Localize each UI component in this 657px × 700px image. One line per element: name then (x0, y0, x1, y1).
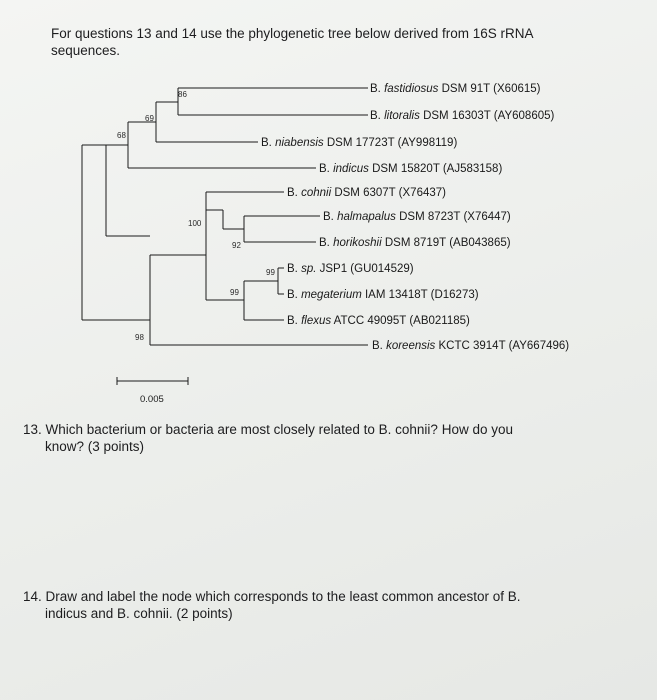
scale-bar-label: 0.005 (140, 394, 164, 405)
bootstrap-99a: 99 (266, 268, 275, 277)
taxon-flexus: B. flexus ATCC 49095T (AB021185) (287, 315, 470, 327)
taxon-koreensis: B. koreensis KCTC 3914T (AY667496) (372, 340, 570, 352)
bootstrap-86: 86 (178, 90, 187, 99)
question-14-line-2: indicus and B. cohnii. (2 points) (45, 606, 233, 621)
question-14 (23, 588, 623, 622)
taxon-fastidiosus: B. fastidiosus DSM 91T (X60615) (370, 83, 541, 95)
taxon-jsp1: B. sp. JSP1 (GU014529) (287, 263, 414, 275)
question-13-line-2: know? (3 points) (45, 439, 145, 454)
bootstrap-69: 69 (145, 114, 154, 123)
bootstrap-99b: 99 (230, 288, 239, 297)
bootstrap-68: 68 (117, 131, 126, 140)
bootstrap-92: 92 (232, 241, 241, 250)
taxon-cohnii: B. cohnii DSM 6307T (X76437) (287, 187, 446, 199)
question-13 (23, 421, 623, 455)
bootstrap-100: 100 (188, 219, 202, 228)
taxon-indicus: B. indicus DSM 15820T (AJ583158) (319, 163, 503, 175)
instructions-line-2: sequences. (51, 43, 121, 58)
taxon-horikoshii: B. horikoshii DSM 8719T (AB043865) (319, 237, 511, 249)
instructions-line-1: For questions 13 and 14 use the phylogenetic tree below derived from 16S rRNA (51, 26, 534, 41)
taxon-halmapalus: B. halmapalus DSM 8723T (X76447) (323, 211, 511, 223)
taxon-niabensis: B. niabensis DSM 17723T (AY998119) (261, 137, 458, 149)
taxon-litoralis: B. litoralis DSM 16303T (AY608605) (370, 110, 555, 122)
question-13-line-1: 13. Which bacterium or bacteria are most closely related to B. cohnii? How do you (23, 422, 513, 437)
taxon-megaterium: B. megaterium IAM 13418T (D16273) (287, 289, 479, 301)
bootstrap-98: 98 (135, 333, 144, 342)
question-14-line-1: 14. Draw and label the node which corresponds to the least common ancestor of B. (23, 589, 521, 604)
